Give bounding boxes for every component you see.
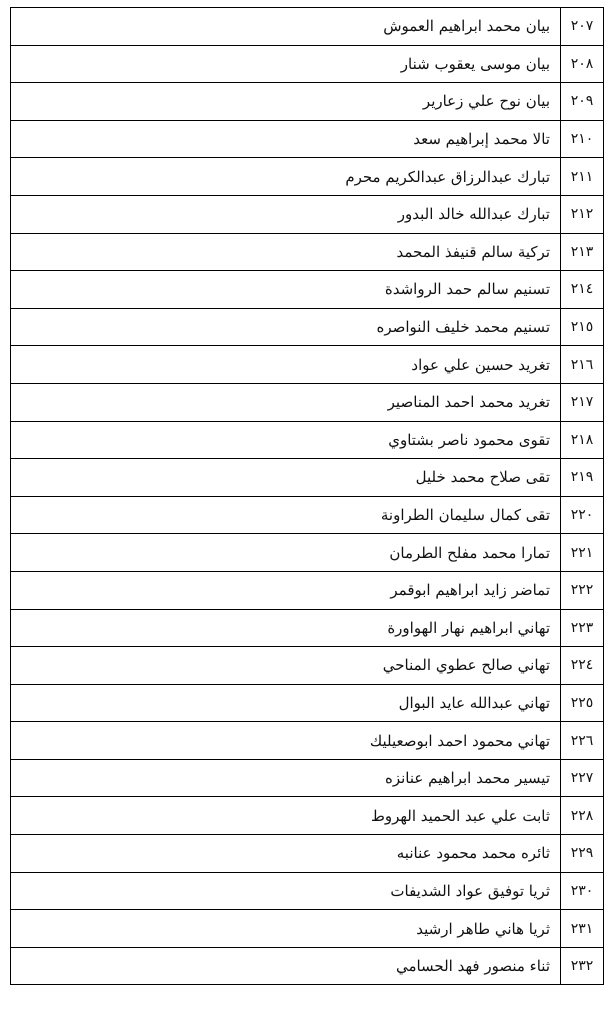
row-name: تالا محمد إبراهيم سعد <box>11 120 561 158</box>
table-row <box>11 571 604 609</box>
row-name: تهاني محمود احمد ابوصعيليك <box>11 722 561 760</box>
row-number: ٢٢٢ <box>561 571 604 609</box>
document-page <box>10 7 604 985</box>
row-name: تماضر زايد ابراهيم ابوقمر <box>11 571 561 609</box>
row-name: بيان موسى يعقوب شنار <box>11 45 561 83</box>
table-row <box>11 421 604 459</box>
row-number: ٢٠٨ <box>561 45 604 83</box>
table-row <box>11 835 604 873</box>
row-number: ٢٢٧ <box>561 759 604 797</box>
table-row <box>11 872 604 910</box>
row-number: ٢٢٣ <box>561 609 604 647</box>
row-number: ٢٢٦ <box>561 722 604 760</box>
row-number: ٢٢٤ <box>561 647 604 685</box>
row-number: ٢٠٩ <box>561 83 604 121</box>
table-row <box>11 797 604 835</box>
row-number: ٢١٧ <box>561 383 604 421</box>
row-name: ثابت علي عبد الحميد الهروط <box>11 797 561 835</box>
row-number: ٢٢٩ <box>561 835 604 873</box>
table-row <box>11 910 604 948</box>
names-table <box>10 7 604 985</box>
table-row <box>11 383 604 421</box>
row-number: ٢١١ <box>561 158 604 196</box>
row-number: ٢١٩ <box>561 459 604 497</box>
row-name: تهاني ابراهيم نهار الهواورة <box>11 609 561 647</box>
row-number: ٢١٦ <box>561 346 604 384</box>
row-number: ٢٣٠ <box>561 872 604 910</box>
row-name: ثريا هاني طاهر ارشيد <box>11 910 561 948</box>
names-table-body <box>11 8 604 985</box>
row-number: ٢٢١ <box>561 534 604 572</box>
row-name: ثريا توفيق عواد الشديفات <box>11 872 561 910</box>
table-row <box>11 459 604 497</box>
table-row <box>11 684 604 722</box>
table-row <box>11 158 604 196</box>
row-name: تقى صلاح محمد خليل <box>11 459 561 497</box>
table-row <box>11 346 604 384</box>
row-name: تسنيم محمد خليف النواصره <box>11 308 561 346</box>
row-name: تسنيم سالم حمد الرواشدة <box>11 271 561 309</box>
row-name: تقوى محمود ناصر بشتاوي <box>11 421 561 459</box>
table-row <box>11 8 604 46</box>
row-number: ٢١٠ <box>561 120 604 158</box>
row-name: بيان محمد ابراهيم العموش <box>11 8 561 46</box>
row-name: تمارا محمد مفلح الطرمان <box>11 534 561 572</box>
table-row <box>11 195 604 233</box>
table-row <box>11 647 604 685</box>
row-name: تهاني صالح عطوي المناحي <box>11 647 561 685</box>
table-row <box>11 609 604 647</box>
table-row <box>11 308 604 346</box>
table-row <box>11 83 604 121</box>
row-name: بيان نوح علي زعارير <box>11 83 561 121</box>
table-row <box>11 496 604 534</box>
table-row <box>11 120 604 158</box>
row-number: ٢١٨ <box>561 421 604 459</box>
row-name: تبارك عبدالله خالد البدور <box>11 195 561 233</box>
table-row <box>11 233 604 271</box>
row-number: ٢١٢ <box>561 195 604 233</box>
row-name: ثائره محمد محمود عنانبه <box>11 835 561 873</box>
row-number: ٢١٤ <box>561 271 604 309</box>
row-name: تغريد حسين علي عواد <box>11 346 561 384</box>
row-number: ٢١٥ <box>561 308 604 346</box>
row-name: تغريد محمد احمد المناصير <box>11 383 561 421</box>
table-row <box>11 947 604 985</box>
row-number: ٢٣١ <box>561 910 604 948</box>
row-name: تقى كمال سليمان الطراونة <box>11 496 561 534</box>
row-number: ٢٠٧ <box>561 8 604 46</box>
row-name: تبارك عبدالرزاق عبدالكريم محرم <box>11 158 561 196</box>
row-name: ثناء منصور فهد الحسامي <box>11 947 561 985</box>
row-name: تركية سالم قنيفذ المحمد <box>11 233 561 271</box>
table-row <box>11 534 604 572</box>
table-row <box>11 271 604 309</box>
row-number: ٢٢٥ <box>561 684 604 722</box>
table-row <box>11 759 604 797</box>
row-number: ٢٣٢ <box>561 947 604 985</box>
row-name: تهاني عبدالله عايد البوال <box>11 684 561 722</box>
table-row <box>11 722 604 760</box>
row-number: ٢٢٠ <box>561 496 604 534</box>
row-name: تيسير محمد ابراهيم عنانزه <box>11 759 561 797</box>
row-number: ٢٢٨ <box>561 797 604 835</box>
table-row <box>11 45 604 83</box>
row-number: ٢١٣ <box>561 233 604 271</box>
